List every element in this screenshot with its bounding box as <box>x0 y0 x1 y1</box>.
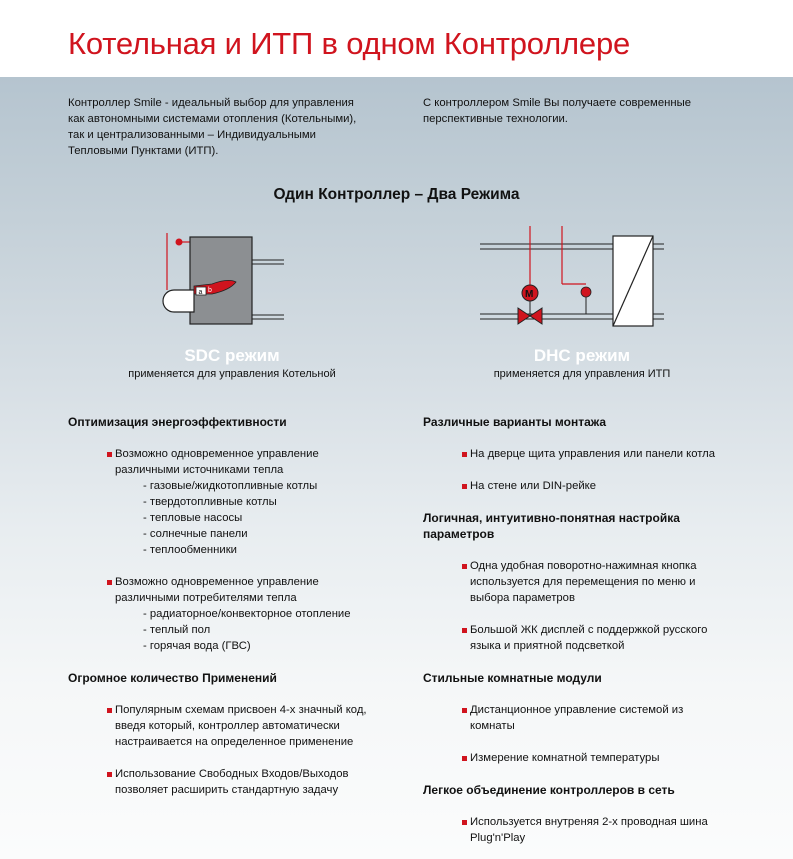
heading-energy-efficiency: Оптимизация энергоэффективности <box>68 415 287 429</box>
bullet-marker <box>462 708 467 713</box>
bullet-text: Используется внутреняя 2-х проводная шина Plug'n'Play <box>470 816 708 844</box>
sub-item: - твердотопливные котлы <box>143 496 277 508</box>
bullet-marker <box>107 772 112 777</box>
heading-room-modules: Стильные комнатные модули <box>423 671 602 685</box>
burner-fan <box>163 290 194 312</box>
boiler-diagram <box>150 228 290 328</box>
dhc-mode-title: DHC режим <box>533 346 631 365</box>
bullet-text: Возможно одновременное управление различными источниками тепла <box>115 448 319 476</box>
bullet-marker <box>107 452 112 457</box>
sensor-dot <box>581 287 591 297</box>
sub-item: - горячая вода (ГВС) <box>143 640 251 652</box>
bullet-marker <box>462 484 467 489</box>
heading-mounting: Различные варианты монтажа <box>423 415 607 429</box>
bullet-text: Дистанционное управление системой из комнаты <box>470 704 684 732</box>
page-title: Котельная и ИТП в одном Контроллере <box>68 26 631 61</box>
sensor-dot <box>176 239 183 246</box>
bullet-marker <box>462 564 467 569</box>
bullet-marker <box>107 580 112 585</box>
bullet-text: Одна удобная поворотно-нажимная кнопка используется для перемещения по меню и выбора параметров <box>470 560 697 604</box>
heading-setup: Логичная, интуитивно-понятная настройка параметров <box>423 511 680 541</box>
burner-label-a: a <box>198 289 203 296</box>
dhc-mode-desc: применяется для управления ИТП <box>493 368 671 380</box>
bullet-text: Измерение комнатной температуры <box>470 752 660 764</box>
sdc-mode-title: SDC режим <box>184 346 280 365</box>
sub-item: - теплообменники <box>143 544 237 556</box>
section-subtitle: Один Контроллер – Два Режима <box>273 186 520 203</box>
heading-network: Легкое объединение контроллеров в сеть <box>423 783 675 797</box>
bullet-text: Большой ЖК дисплей с поддержкой русского языка и приятной подсветкой <box>470 624 708 652</box>
burner-label-b: b <box>208 287 212 294</box>
bullet-marker <box>107 708 112 713</box>
boiler-body <box>190 237 252 324</box>
substation-diagram <box>478 226 668 326</box>
bullet-marker <box>462 628 467 633</box>
bullet-text: Возможно одновременное управление различными потребителями тепла <box>115 576 319 604</box>
sub-item: - тепловые насосы <box>143 512 243 524</box>
sdc-mode-desc: применяется для управления Котельной <box>128 368 336 380</box>
bullet-text: На дверце щита управления или панели котла <box>470 448 716 460</box>
sub-item: - солнечные панели <box>143 528 248 540</box>
valve-actuator-label: M <box>525 289 534 300</box>
sub-item: - газовые/жидкотопливные котлы <box>143 480 318 492</box>
sub-item: - радиаторное/конвекторное отопление <box>143 608 351 620</box>
bullet-marker <box>462 820 467 825</box>
bullet-marker <box>462 452 467 457</box>
bullet-marker <box>462 756 467 761</box>
intro-left: Контроллер Smile - идеальный выбор для управления как автономными системами отопления (Котельными), так и централизованными – Индивидуальными Тепловыми Пунктами (ИТП). <box>68 97 357 157</box>
bullet-text: На стене или DIN-рейке <box>470 480 597 492</box>
intro-right: С контроллером Smile Вы получаете современные перспективные технологии. <box>423 97 691 125</box>
heading-applications: Огромное количество Применений <box>68 671 277 685</box>
bullet-text: Использование Свободных Входов/Выходов позволяет расширить стандартную задачу <box>115 768 349 796</box>
bullet-text: Популярным схемам присвоен 4-х значный код, введя который, контроллер автоматически настраивается на определенное применение <box>115 704 367 748</box>
sub-item: - теплый пол <box>143 624 211 636</box>
